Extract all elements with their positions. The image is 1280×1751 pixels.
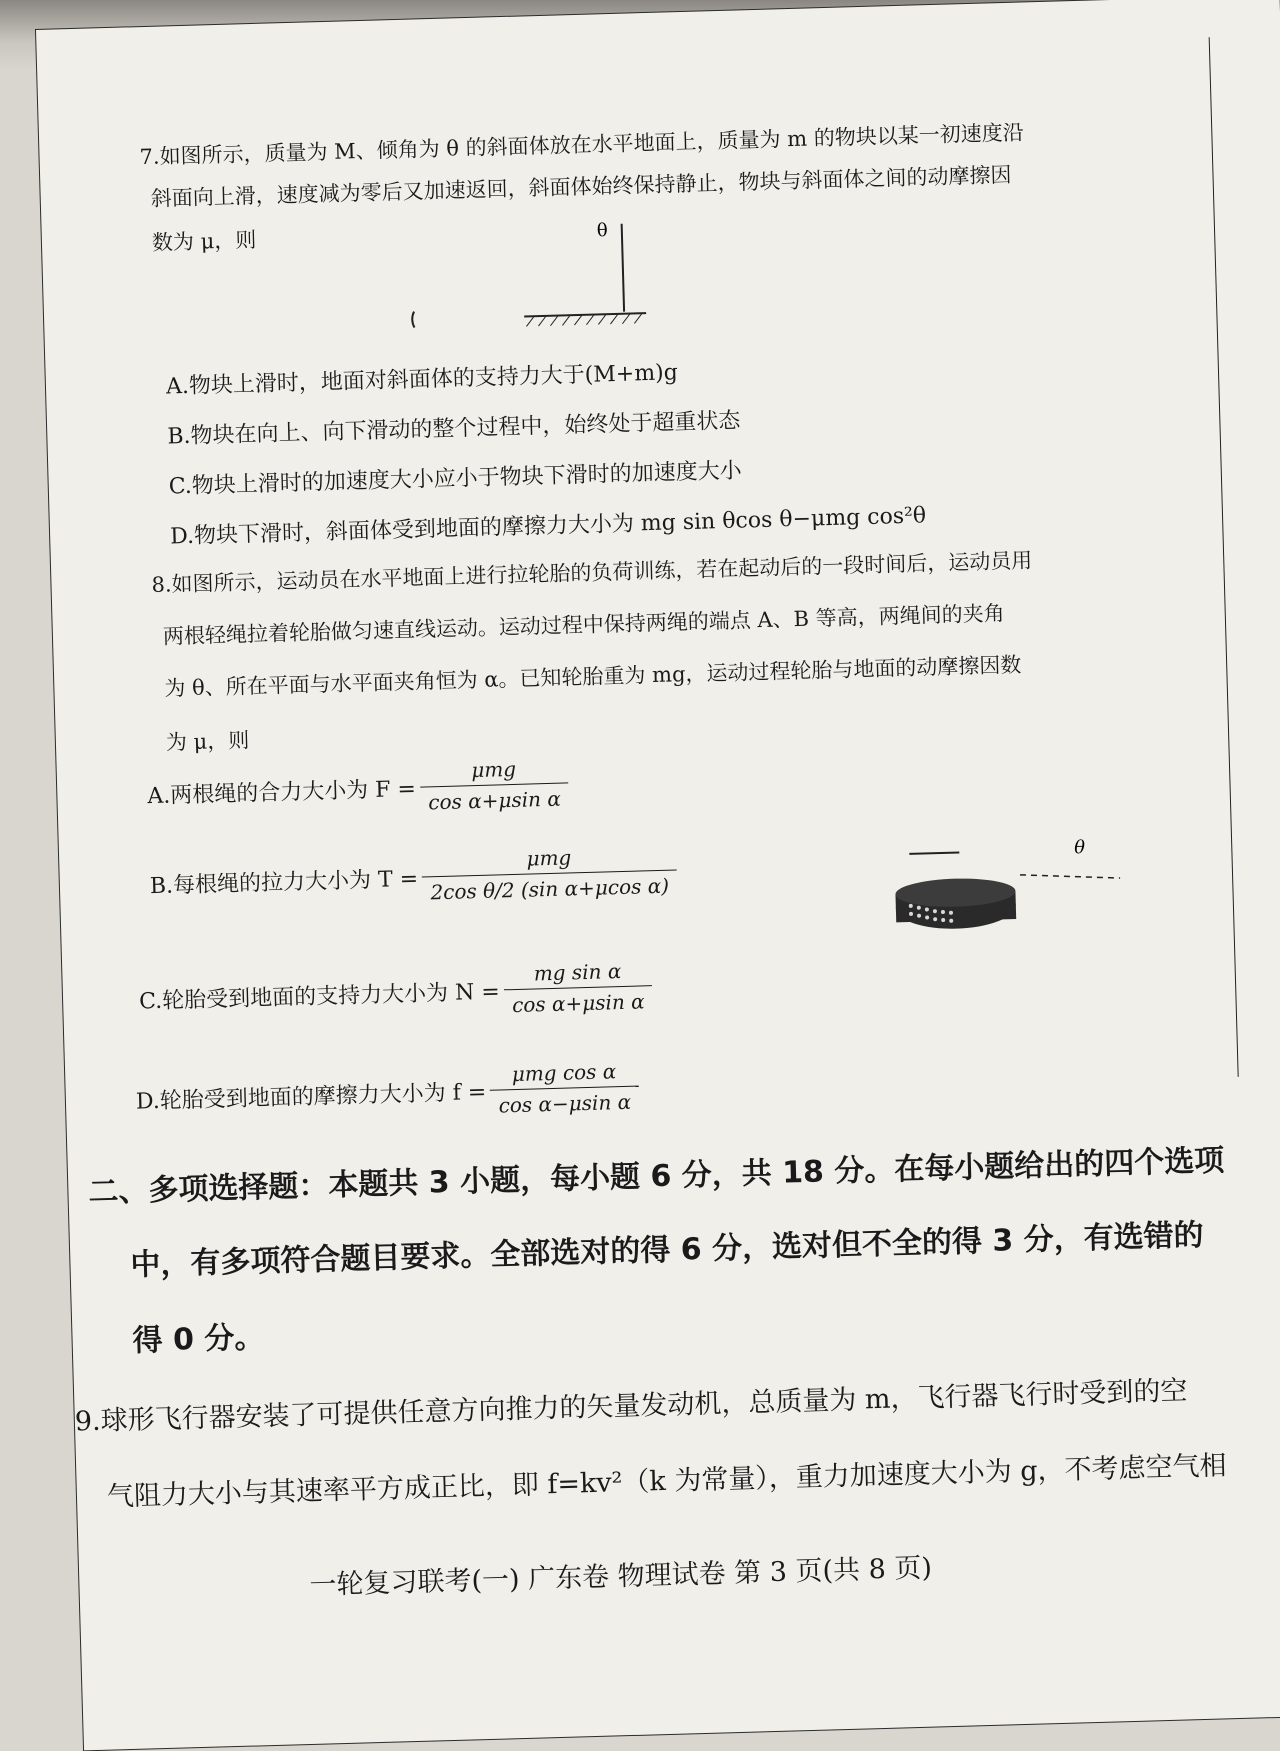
q7-line2: 斜面向上滑，速度减为零后又加速返回，斜面体始终保持静止，物块与斜面体之间的动摩擦因 bbox=[150, 162, 1012, 211]
q8-option-b-fraction bbox=[421, 842, 677, 904]
q8-option-b-text: B.每根绳的拉力大小为 T = bbox=[149, 866, 419, 900]
section2-line1: 二、多项选择题：本题共 3 小题，每小题 6 分，共 18 分。在每小题给出的四个选项 bbox=[87, 1143, 1225, 1210]
q8-option-a-fraction bbox=[419, 755, 569, 814]
q9-line2: 气阻力大小与其速率平方成正比，即 f=kv²（k 为常量），重力加速度大小为 g，不考虑空气相 bbox=[106, 1450, 1227, 1513]
q8-option-c-num: mg sin α bbox=[533, 959, 622, 986]
q8-option-d bbox=[135, 1059, 639, 1128]
q8-line4: 为 μ，则 bbox=[165, 728, 250, 755]
q8-option-c-text: C.轮胎受到地面的支持力大小为 N = bbox=[138, 979, 501, 1015]
q7-option-c: C.物块上滑时的加速度大小应小于物块下滑时的加速度大小 bbox=[168, 458, 742, 500]
q8-option-a-num: μmg bbox=[470, 756, 517, 783]
q8-line1: 8.如图所示，运动员在水平地面上进行拉轮胎的负荷训练，若在起动后的一段时间后，运动员用 bbox=[151, 548, 1033, 597]
q8-option-d-fraction bbox=[489, 1059, 639, 1118]
q8-diagram-label: θ bbox=[1073, 837, 1086, 859]
q8-line3: 为 θ、所在平面与水平面夹角恒为 α。已知轮胎重为 mg，运动过程轮胎与地面的动摩擦因数 bbox=[164, 652, 1022, 701]
page-footer: 一轮复习联考(一) 广东卷 物理试卷 第 3 页(共 8 页) bbox=[309, 1552, 933, 1601]
q7-option-b: B.物块在向上、向下滑动的整个过程中，始终处于超重状态 bbox=[167, 408, 741, 450]
q9-line1: 9.球形飞行器安装了可提供任意方向推力的矢量发动机，总质量为 m，飞行器飞行时受到的空 bbox=[74, 1375, 1188, 1438]
q8-option-b-num: μmg bbox=[526, 845, 572, 871]
q8-option-b-den: 2cos θ/2 (sin α+μcos α) bbox=[422, 869, 677, 904]
q7-line1: 7.如图所示，质量为 M、倾角为 θ 的斜面体放在水平地面上，质量为 m 的物块以某一初速度沿 bbox=[139, 120, 1025, 170]
section2-line3: 得 0 分。 bbox=[132, 1320, 265, 1359]
q8-option-d-text: D.轮胎受到地面的摩擦力大小为 f = bbox=[135, 1079, 487, 1115]
q8-line2: 两根轻绳拉着轮胎做匀速直线运动。运动过程中保持两绳的端点 A、B 等高，两绳间的夹角 bbox=[162, 601, 1005, 649]
section2-line2: 中，有多项符合题目要求。全部选对的得 6 分，选对但不全的得 3 分，有选错的 bbox=[130, 1217, 1205, 1283]
q8-option-d-num: μmg cos α bbox=[511, 1059, 617, 1087]
q7-diagram-label: θ bbox=[596, 220, 608, 242]
q7-option-d: D.物块下滑时，斜面体受到地面的摩擦力大小为 mg sin θcos θ−μmg cos²θ bbox=[169, 503, 927, 550]
q7-option-a: A.物块上滑时，地面对斜面体的支持力大于(M+m)g bbox=[165, 360, 679, 400]
q8-option-c-den: cos α+μsin α bbox=[504, 985, 653, 1017]
q8-option-c-fraction bbox=[503, 958, 653, 1017]
exam-page bbox=[36, 0, 1280, 1750]
q8-option-b bbox=[149, 842, 677, 912]
q8-option-a bbox=[147, 755, 569, 822]
q7-line3: 数为 μ，则 bbox=[151, 227, 257, 255]
q8-option-c bbox=[138, 958, 653, 1027]
margin-line bbox=[1209, 37, 1239, 1077]
q7-incline-diagram bbox=[371, 211, 705, 350]
q8-option-a-den: cos α+μsin α bbox=[420, 782, 569, 814]
q8-option-a-text: A.两根绳的合力大小为 F = bbox=[147, 776, 417, 810]
q8-tire-diagram bbox=[889, 829, 1152, 946]
q8-option-d-den: cos α−μsin α bbox=[490, 1086, 639, 1118]
